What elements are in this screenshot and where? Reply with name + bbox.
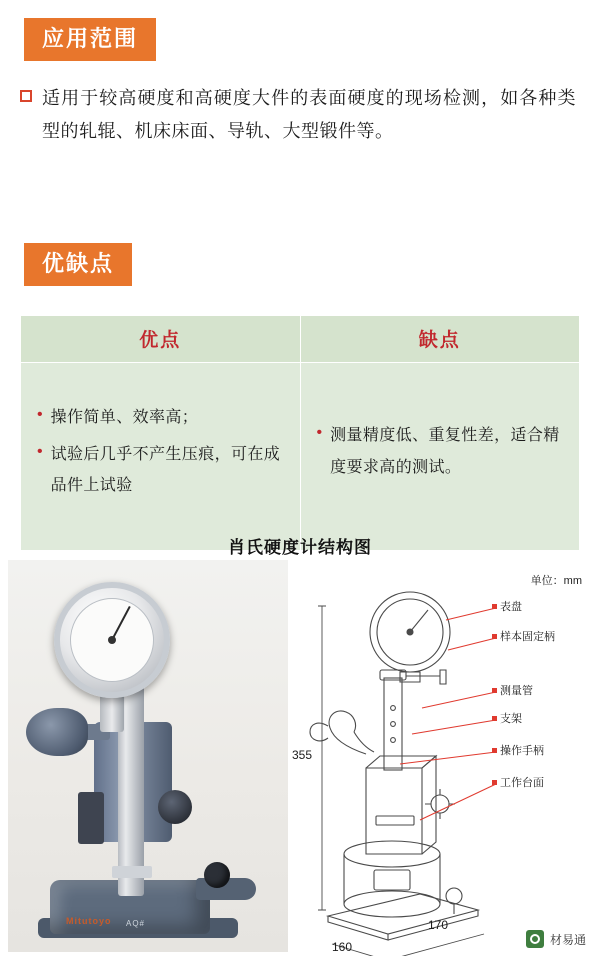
section-tab-proscons: [24, 243, 132, 286]
photo-side-block: [78, 792, 104, 844]
list-item: [37, 439, 284, 501]
photo-anvil: [112, 866, 152, 878]
wechat-badge-icon: [526, 930, 544, 948]
dot-bullet-icon: •: [316, 424, 323, 442]
photo-brand-label: Mitutoyo: [66, 916, 112, 926]
footer-account-badge: [526, 930, 586, 948]
table-row: [21, 363, 580, 551]
dimension-depth: 170: [428, 918, 449, 932]
photo-dial-neck: [100, 692, 124, 732]
photo-model-label: AQ#: [126, 919, 146, 928]
photo-operating-handle: [26, 708, 88, 756]
photo-right-knob: [204, 862, 230, 888]
table-header-row: [21, 316, 580, 363]
dot-bullet-icon: •: [37, 405, 43, 423]
photo-lock-knob: [158, 790, 192, 824]
cons-item-text: 测量精度低、重复性差，适合精度要求高的测试。: [330, 427, 560, 476]
photo-dial-face: [70, 598, 154, 682]
square-bullet-icon: [20, 90, 32, 102]
callout-operating-handle: 操作手柄: [500, 745, 544, 757]
footer-account-name: 材易通: [549, 932, 586, 947]
cons-cell: [300, 363, 580, 551]
dimension-width: 160: [332, 940, 353, 954]
table-header-pros: 优点: [21, 316, 301, 363]
unit-note: 单位：mm: [530, 575, 582, 587]
photo-dial-hub: [108, 636, 116, 644]
section-tab-scope: [24, 18, 156, 61]
list-item: [37, 402, 284, 433]
pros-item-text: 试验后几乎不产生压痕，可在成品件上试验: [50, 445, 281, 495]
pros-item-text: 操作简单、效率高；: [50, 408, 199, 426]
pros-cons-table: [20, 315, 580, 551]
dimension-height: 355: [292, 748, 313, 762]
shore-hardness-tester-photo: [8, 560, 288, 952]
diagram-svg: [288, 558, 600, 956]
list-item: [317, 420, 564, 482]
photo-dial-needle: [111, 606, 131, 640]
structure-line-drawing: [288, 558, 600, 956]
callout-dial: 表盘: [500, 601, 522, 613]
pros-cell: [21, 363, 301, 551]
table-header-cons: 缺点: [300, 316, 580, 363]
figure-area: [0, 558, 600, 958]
scope-bullet-item: [20, 82, 576, 149]
photo-dial-gauge: [54, 582, 170, 698]
callout-measuring-tube: 测量管: [500, 685, 533, 697]
dot-bullet-icon: •: [37, 442, 43, 460]
figure-caption: 肖氏硬度计结构图: [228, 538, 372, 557]
section-tab-scope-label: 应用范围: [24, 18, 156, 61]
callout-work-table: 工作台面: [500, 777, 544, 789]
section-tab-proscons-label: 优缺点: [24, 243, 132, 286]
callout-bracket: 支架: [500, 713, 522, 725]
scope-bullet-text: 适用于较高硬度和高硬度大件的表面硬度的现场检测，如各种类型的轧辊、机床床面、导轨、大型锻件等。: [42, 88, 576, 142]
callout-sample-holder: 样本固定柄: [500, 631, 555, 643]
